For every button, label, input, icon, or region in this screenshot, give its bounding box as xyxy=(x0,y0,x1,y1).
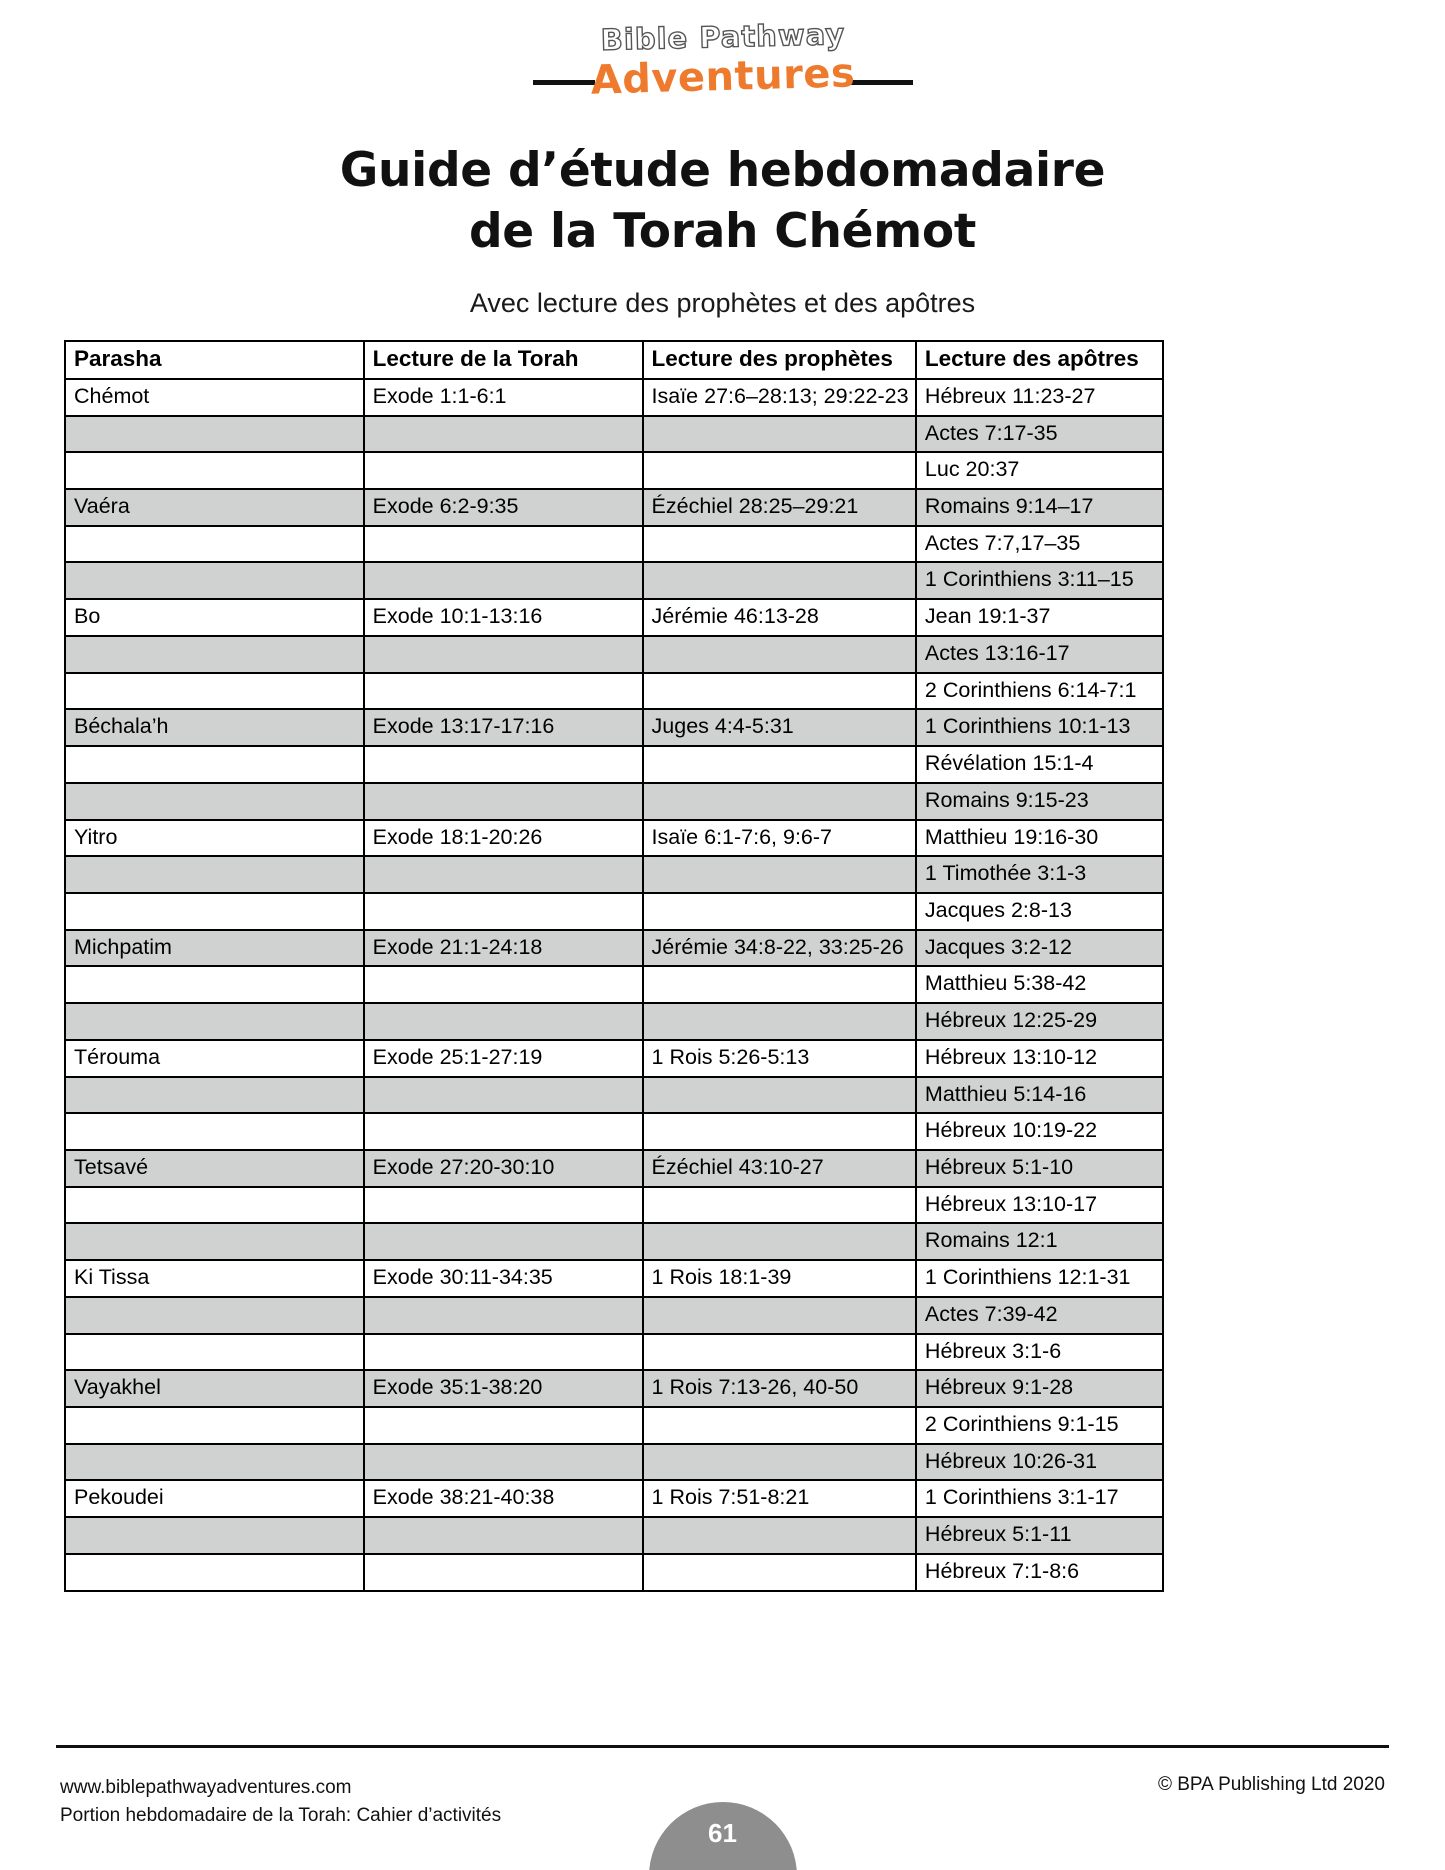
table-row xyxy=(65,1223,1163,1260)
logo-line-1: Bible Pathway xyxy=(599,17,846,57)
cell-prophets: Ézéchiel 43:10-27 xyxy=(643,1150,916,1187)
cell-apostles: Hébreux 10:19-22 xyxy=(916,1113,1163,1150)
table-row xyxy=(65,416,1163,453)
cell-torah xyxy=(364,1077,643,1114)
cell-torah xyxy=(364,673,643,710)
cell-prophets xyxy=(643,746,916,783)
cell-prophets: 1 Rois 7:13-26, 40-50 xyxy=(643,1370,916,1407)
cell-apostles: Matthieu 5:14-16 xyxy=(916,1077,1163,1114)
cell-parasha xyxy=(65,526,364,563)
cell-torah xyxy=(364,746,643,783)
table-row xyxy=(65,636,1163,673)
column-header-prophets: Lecture des prophètes xyxy=(643,341,916,379)
cell-torah xyxy=(364,1334,643,1371)
cell-parasha: Michpatim xyxy=(65,930,364,967)
cell-parasha: Pekoudei xyxy=(65,1480,364,1517)
cell-prophets xyxy=(643,562,916,599)
cell-parasha: Ki Tissa xyxy=(65,1260,364,1297)
cell-parasha xyxy=(65,856,364,893)
table-body xyxy=(65,379,1163,1591)
table-row xyxy=(65,1297,1163,1334)
table-header-row xyxy=(65,341,1163,379)
cell-apostles: Hébreux 3:1-6 xyxy=(916,1334,1163,1371)
cell-torah: Exode 1:1-6:1 xyxy=(364,379,643,416)
cell-parasha: Chémot xyxy=(65,379,364,416)
cell-prophets: 1 Rois 5:26-5:13 xyxy=(643,1040,916,1077)
cell-apostles: 1 Corinthiens 3:1-17 xyxy=(916,1480,1163,1517)
cell-parasha xyxy=(65,416,364,453)
table-row xyxy=(65,379,1163,416)
cell-apostles: Matthieu 19:16-30 xyxy=(916,820,1163,857)
cell-apostles: 1 Corinthiens 10:1-13 xyxy=(916,709,1163,746)
cell-prophets xyxy=(643,893,916,930)
table-row xyxy=(65,1334,1163,1371)
table-row xyxy=(65,1370,1163,1407)
cell-parasha xyxy=(65,1113,364,1150)
cell-prophets xyxy=(643,1334,916,1371)
table-row xyxy=(65,526,1163,563)
cell-prophets: Jérémie 34:8-22, 33:25-26 xyxy=(643,930,916,967)
cell-torah xyxy=(364,783,643,820)
table-row xyxy=(65,820,1163,857)
cell-apostles: Actes 7:7,17–35 xyxy=(916,526,1163,563)
cell-apostles: Luc 20:37 xyxy=(916,452,1163,489)
table-row xyxy=(65,1187,1163,1224)
cell-parasha xyxy=(65,1003,364,1040)
cell-parasha xyxy=(65,452,364,489)
cell-torah: Exode 13:17-17:16 xyxy=(364,709,643,746)
cell-apostles: Hébreux 9:1-28 xyxy=(916,1370,1163,1407)
table-row xyxy=(65,489,1163,526)
table-row xyxy=(65,1077,1163,1114)
table-row xyxy=(65,1260,1163,1297)
cell-apostles: Actes 13:16-17 xyxy=(916,636,1163,673)
page-number-badge: 61 xyxy=(649,1802,797,1870)
cell-torah: Exode 30:11-34:35 xyxy=(364,1260,643,1297)
cell-apostles: Jacques 2:8-13 xyxy=(916,893,1163,930)
cell-prophets xyxy=(643,966,916,1003)
table-row xyxy=(65,1150,1163,1187)
table-row xyxy=(65,709,1163,746)
cell-prophets: Ézéchiel 28:25–29:21 xyxy=(643,489,916,526)
table-row xyxy=(65,893,1163,930)
cell-parasha xyxy=(65,1223,364,1260)
cell-parasha xyxy=(65,1334,364,1371)
cell-parasha xyxy=(65,893,364,930)
cell-apostles: Hébreux 10:26-31 xyxy=(916,1444,1163,1481)
cell-parasha: Bo xyxy=(65,599,364,636)
column-header-parasha: Parasha xyxy=(65,341,364,379)
cell-torah xyxy=(364,1187,643,1224)
cell-prophets xyxy=(643,1407,916,1444)
cell-parasha xyxy=(65,673,364,710)
logo-line-2: Adventures xyxy=(589,50,856,104)
cell-torah xyxy=(364,562,643,599)
cell-prophets xyxy=(643,1297,916,1334)
cell-apostles: Romains 9:15-23 xyxy=(916,783,1163,820)
cell-parasha: Vayakhel xyxy=(65,1370,364,1407)
cell-torah xyxy=(364,1407,643,1444)
logo-wrap xyxy=(523,18,923,110)
page-title-line-2: de la Torah Chémot xyxy=(468,204,977,260)
table-row xyxy=(65,452,1163,489)
cell-apostles: Hébreux 12:25-29 xyxy=(916,1003,1163,1040)
cell-prophets xyxy=(643,1444,916,1481)
cell-prophets: 1 Rois 18:1-39 xyxy=(643,1260,916,1297)
cell-parasha xyxy=(65,966,364,1003)
cell-apostles: Actes 7:17-35 xyxy=(916,416,1163,453)
table-row xyxy=(65,856,1163,893)
cell-torah xyxy=(364,856,643,893)
table-row xyxy=(65,673,1163,710)
cell-torah: Exode 21:1-24:18 xyxy=(364,930,643,967)
column-header-apostles: Lecture des apôtres xyxy=(916,341,1163,379)
table-row xyxy=(65,966,1163,1003)
cell-torah: Exode 6:2-9:35 xyxy=(364,489,643,526)
footer-left-block xyxy=(60,1774,501,1829)
cell-apostles: 2 Corinthiens 9:1-15 xyxy=(916,1407,1163,1444)
cell-parasha: Béchala’h xyxy=(65,709,364,746)
cell-prophets xyxy=(643,1554,916,1591)
cell-torah xyxy=(364,1223,643,1260)
cell-torah: Exode 18:1-20:26 xyxy=(364,820,643,857)
cell-prophets xyxy=(643,1077,916,1114)
cell-parasha: Yitro xyxy=(65,820,364,857)
cell-torah: Exode 38:21-40:38 xyxy=(364,1480,643,1517)
cell-apostles: 1 Corinthiens 3:11–15 xyxy=(916,562,1163,599)
cell-parasha xyxy=(65,783,364,820)
cell-torah: Exode 25:1-27:19 xyxy=(364,1040,643,1077)
cell-prophets xyxy=(643,1223,916,1260)
table-row xyxy=(65,1554,1163,1591)
cell-torah xyxy=(364,452,643,489)
cell-parasha xyxy=(65,1407,364,1444)
cell-torah xyxy=(364,1297,643,1334)
cell-torah: Exode 35:1-38:20 xyxy=(364,1370,643,1407)
cell-prophets xyxy=(643,416,916,453)
footer-website[interactable]: www.biblepathwayadventures.com xyxy=(60,1777,352,1798)
table-row xyxy=(65,562,1163,599)
torah-schedule-table xyxy=(64,340,1164,1592)
cell-apostles: Actes 7:39-42 xyxy=(916,1297,1163,1334)
cell-parasha xyxy=(65,1554,364,1591)
cell-torah xyxy=(364,416,643,453)
cell-apostles: 2 Corinthiens 6:14-7:1 xyxy=(916,673,1163,710)
table-row xyxy=(65,1517,1163,1554)
cell-apostles: Romains 9:14–17 xyxy=(916,489,1163,526)
cell-parasha: Vaéra xyxy=(65,489,364,526)
cell-apostles: Romains 12:1 xyxy=(916,1223,1163,1260)
table-row xyxy=(65,1407,1163,1444)
table-row xyxy=(65,930,1163,967)
cell-prophets: Jérémie 46:13-28 xyxy=(643,599,916,636)
cell-apostles: Jacques 3:2-12 xyxy=(916,930,1163,967)
table-row xyxy=(65,1480,1163,1517)
cell-torah xyxy=(364,526,643,563)
cell-prophets xyxy=(643,452,916,489)
footer-book-title: Portion hebdomadaire de la Torah: Cahier d’activités xyxy=(60,1804,502,1826)
footer-copyright: © BPA Publishing Ltd 2020 xyxy=(1157,1774,1385,1795)
cell-apostles: Matthieu 5:38-42 xyxy=(916,966,1163,1003)
cell-parasha xyxy=(65,1187,364,1224)
table-row xyxy=(65,1444,1163,1481)
cell-parasha xyxy=(65,746,364,783)
cell-apostles: Hébreux 7:1-8:6 xyxy=(916,1554,1163,1591)
cell-prophets xyxy=(643,526,916,563)
torah-schedule-table-wrap xyxy=(64,340,1164,1592)
cell-prophets xyxy=(643,1113,916,1150)
table-row xyxy=(65,1040,1163,1077)
cell-prophets xyxy=(643,1187,916,1224)
cell-prophets xyxy=(643,856,916,893)
cell-torah xyxy=(364,966,643,1003)
table-row xyxy=(65,1003,1163,1040)
cell-apostles: Hébreux 5:1-10 xyxy=(916,1150,1163,1187)
cell-prophets xyxy=(643,636,916,673)
cell-parasha xyxy=(65,562,364,599)
cell-apostles: Jean 19:1-37 xyxy=(916,599,1163,636)
cell-parasha xyxy=(65,636,364,673)
column-header-torah: Lecture de la Torah xyxy=(364,341,643,379)
cell-apostles: Hébreux 13:10-12 xyxy=(916,1040,1163,1077)
table-row xyxy=(65,599,1163,636)
cell-prophets: 1 Rois 7:51-8:21 xyxy=(643,1480,916,1517)
cell-prophets xyxy=(643,1003,916,1040)
cell-prophets xyxy=(643,783,916,820)
page-title-line-1: Guide d’étude hebdomadaire xyxy=(339,143,1106,198)
cell-prophets xyxy=(643,1517,916,1554)
brand-logo xyxy=(0,18,1445,110)
cell-apostles: 1 Timothée 3:1-3 xyxy=(916,856,1163,893)
cell-apostles: Révélation 15:1-4 xyxy=(916,746,1163,783)
cell-torah: Exode 10:1-13:16 xyxy=(364,599,643,636)
cell-torah xyxy=(364,1444,643,1481)
cell-torah xyxy=(364,1003,643,1040)
cell-apostles: 1 Corinthiens 12:1-31 xyxy=(916,1260,1163,1297)
cell-parasha: Tetsavé xyxy=(65,1150,364,1187)
cell-torah xyxy=(364,1113,643,1150)
cell-apostles: Hébreux 5:1-11 xyxy=(916,1517,1163,1554)
cell-apostles: Hébreux 13:10-17 xyxy=(916,1187,1163,1224)
cell-parasha xyxy=(65,1517,364,1554)
cell-parasha xyxy=(65,1297,364,1334)
cell-torah xyxy=(364,893,643,930)
cell-parasha: Térouma xyxy=(65,1040,364,1077)
cell-apostles: Hébreux 11:23-27 xyxy=(916,379,1163,416)
page-title xyxy=(0,140,1445,262)
cell-parasha xyxy=(65,1077,364,1114)
cell-torah xyxy=(364,1554,643,1591)
cell-parasha xyxy=(65,1444,364,1481)
cell-prophets: Isaïe 6:1-7:6, 9:6-7 xyxy=(643,820,916,857)
table-row xyxy=(65,746,1163,783)
cell-prophets xyxy=(643,673,916,710)
page-subtitle: Avec lecture des prophètes et des apôtres xyxy=(469,288,976,318)
cell-torah xyxy=(364,1517,643,1554)
cell-prophets: Isaïe 27:6–28:13; 29:22-23 xyxy=(643,379,916,416)
page-footer xyxy=(0,1760,1445,1870)
table-row xyxy=(65,1113,1163,1150)
footer-divider xyxy=(56,1745,1389,1748)
cell-torah: Exode 27:20-30:10 xyxy=(364,1150,643,1187)
cell-torah xyxy=(364,636,643,673)
table-row xyxy=(65,783,1163,820)
cell-prophets: Juges 4:4-5:31 xyxy=(643,709,916,746)
